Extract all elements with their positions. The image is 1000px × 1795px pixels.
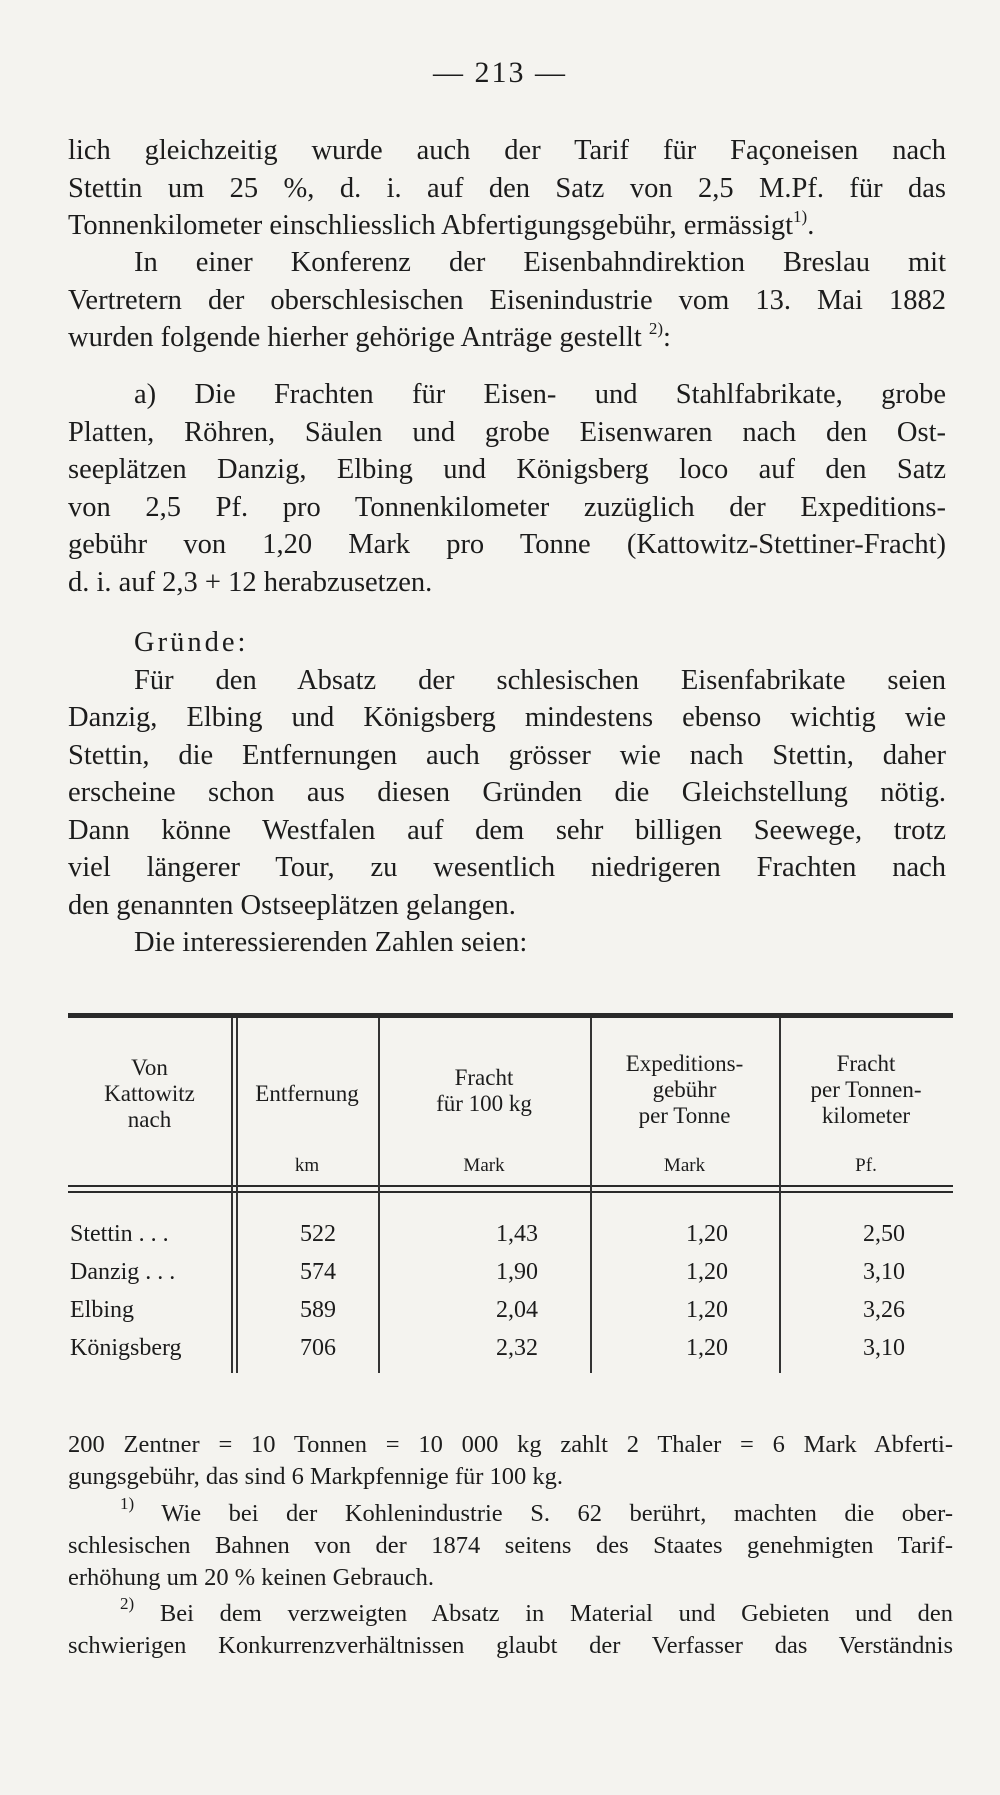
- header-line: für 100 kg: [436, 1091, 532, 1116]
- header-line: kilometer: [821, 1103, 911, 1128]
- gruende-heading: Gründe:: [134, 627, 249, 658]
- footnote-1: [68, 1494, 953, 1594]
- text-line: Stettin um 25 %, d. i. auf den Satz von 2,5 M.Pf. für das: [68, 172, 946, 204]
- text-line: viel längerer Tour, zu wesentlich niedrigeren Frachten nach: [68, 852, 946, 883]
- cell-gebuehr: 1,20: [686, 1221, 728, 1247]
- unit-km: km: [294, 1155, 320, 1176]
- gruende-section: [68, 624, 946, 962]
- note-line-part: Bei dem verzweigten Absatz in Material und Gebieten und den: [134, 1600, 953, 1627]
- text-line: Dann könne Westfalen auf dem sehr billigen Seewege, trotz: [68, 814, 946, 846]
- cell-fracht: 2,04: [496, 1297, 538, 1323]
- text-line: seeplätzen Danzig, Elbing und Königsberg loco auf den Satz: [68, 454, 946, 485]
- cell-fracht: 1,90: [496, 1259, 538, 1285]
- table-top-rule: [68, 1013, 953, 1018]
- header-line: nach: [127, 1107, 172, 1132]
- table-note: [68, 1429, 953, 1493]
- header-line: Entfernung: [255, 1081, 359, 1106]
- text-line: von 2,5 Pf. pro Tonnenkilometer zuzüglich der Expeditions-: [68, 491, 946, 523]
- text-line: Für den Absatz der schlesischen Eisenfabrikate seien: [134, 664, 946, 696]
- header-line: Fracht: [836, 1051, 896, 1076]
- text-line: gebühr von 1,20 Mark pro Tonne (Kattowitz-Stettiner-Fracht): [68, 529, 946, 560]
- text-line: Platten, Röhren, Säulen und grobe Eisenwaren nach den Ost-: [68, 416, 946, 448]
- cell-pf: 3,10: [863, 1259, 905, 1285]
- text-line: Die interessierenden Zahlen seien:: [134, 927, 528, 958]
- text-line: Danzig, Elbing und Königsberg mindestens ebenso wichtig wie: [68, 702, 946, 733]
- cell-km: 706: [300, 1335, 336, 1361]
- cell-gebuehr: 1,20: [686, 1297, 728, 1323]
- header-fracht-100kg: [378, 1065, 590, 1117]
- cell-city: Danzig . . .: [70, 1259, 176, 1285]
- text-line-part: .: [807, 210, 815, 241]
- text-line: erscheine schon aus diesen Gründen die Gleichstellung nötig.: [68, 777, 946, 808]
- text-line: Vertretern der oberschlesischen Eisenindustrie vom 13. Mai 1882: [68, 284, 946, 316]
- footnote-ref-1[interactable]: 1): [793, 207, 808, 226]
- cell-city: Stettin . . .: [70, 1221, 169, 1247]
- text-line-part: :: [663, 322, 671, 353]
- cell-fracht: 2,32: [496, 1335, 538, 1361]
- text-line: [68, 207, 946, 245]
- note-line: [68, 1594, 953, 1630]
- column-divider: [231, 1018, 233, 1373]
- cell-km: 522: [300, 1221, 336, 1247]
- paragraph-2: [68, 244, 946, 357]
- text-line-part: Tonnenkilometer einschliesslich Abfertigungsgebühr, ermässigt: [68, 210, 794, 241]
- text-line: a) Die Frachten für Eisen- und Stahlfabrikate, grobe: [134, 379, 946, 410]
- freight-table: [68, 1013, 953, 1383]
- text-line: den genannten Ostseeplätzen gelangen.: [68, 889, 516, 921]
- footnote-2: [68, 1594, 953, 1662]
- paragraph-1: [68, 132, 946, 245]
- text-line: Stettin, die Entfernungen auch grösser wie nach Stettin, daher: [68, 739, 946, 771]
- note-line: schlesischen Bahnen von der 1874 seitens des Staates genehmigten Tarif-: [68, 1532, 953, 1559]
- header-line: Von: [131, 1055, 168, 1080]
- cell-pf: 2,50: [863, 1221, 905, 1247]
- table-header-rule-2: [68, 1191, 953, 1193]
- cell-city: Königsberg: [70, 1335, 182, 1361]
- header-line: Kattowitz: [104, 1081, 195, 1106]
- unit-mark: Mark: [463, 1155, 505, 1176]
- note-line: erhöhung um 20 % keinen Gebrauch.: [68, 1564, 435, 1591]
- unit-mark: Mark: [663, 1155, 706, 1176]
- table-header-rule: [68, 1185, 953, 1187]
- paragraph-3: [68, 376, 946, 601]
- header-expeditionsgebuehr: [590, 1051, 779, 1129]
- header-line: Fracht: [454, 1065, 514, 1090]
- cell-gebuehr: 1,20: [686, 1335, 728, 1361]
- header-line: per Tonnen-: [810, 1077, 922, 1102]
- page-number: — 213 —: [433, 56, 567, 89]
- header-line: per Tonne: [638, 1103, 731, 1128]
- unit-pf: Pf.: [855, 1155, 877, 1176]
- note-line-part: Wie bei der Kohlenindustrie S. 62 berührt, machten die ober-: [134, 1500, 953, 1527]
- header-line: Expeditions-: [625, 1051, 744, 1076]
- note-line: 200 Zentner = 10 Tonnen = 10 000 kg zahlt 2 Thaler = 6 Mark Abferti-: [68, 1431, 953, 1458]
- footnote-ref-2[interactable]: 2): [648, 319, 664, 338]
- footnote-marker-2: 2): [120, 1594, 135, 1613]
- cell-gebuehr: 1,20: [686, 1259, 728, 1285]
- text-line: In einer Konferenz der Eisenbahndirektion Breslau mit: [134, 247, 946, 278]
- note-line: gungsgebühr, das sind 6 Markpfennige für 100 kg.: [68, 1463, 564, 1490]
- cell-pf: 3,10: [863, 1335, 905, 1361]
- note-line: schwierigen Konkurrenzverhältnissen glaubt der Verfasser das Verständnis: [68, 1632, 953, 1659]
- header-von-kattowitz: [68, 1055, 231, 1133]
- header-line: gebühr: [652, 1077, 717, 1102]
- cell-city: Elbing: [70, 1297, 134, 1323]
- text-line: d. i. auf 2,3 + 12 herabzusetzen.: [68, 566, 433, 598]
- cell-pf: 3,26: [863, 1297, 905, 1323]
- text-line: lich gleichzeitig wurde auch der Tarif für Façoneisen nach: [68, 135, 946, 166]
- footnote-marker-1: 1): [120, 1494, 135, 1513]
- text-line: [68, 319, 946, 357]
- note-line: [68, 1494, 953, 1530]
- cell-km: 574: [300, 1259, 336, 1285]
- header-entfernung: [236, 1081, 378, 1107]
- cell-fracht: 1,43: [496, 1221, 538, 1247]
- header-fracht-tonnenkilometer: [779, 1051, 953, 1129]
- text-line-part: wurden folgende hierher gehörige Anträge gestellt: [68, 322, 649, 353]
- cell-km: 589: [300, 1297, 336, 1323]
